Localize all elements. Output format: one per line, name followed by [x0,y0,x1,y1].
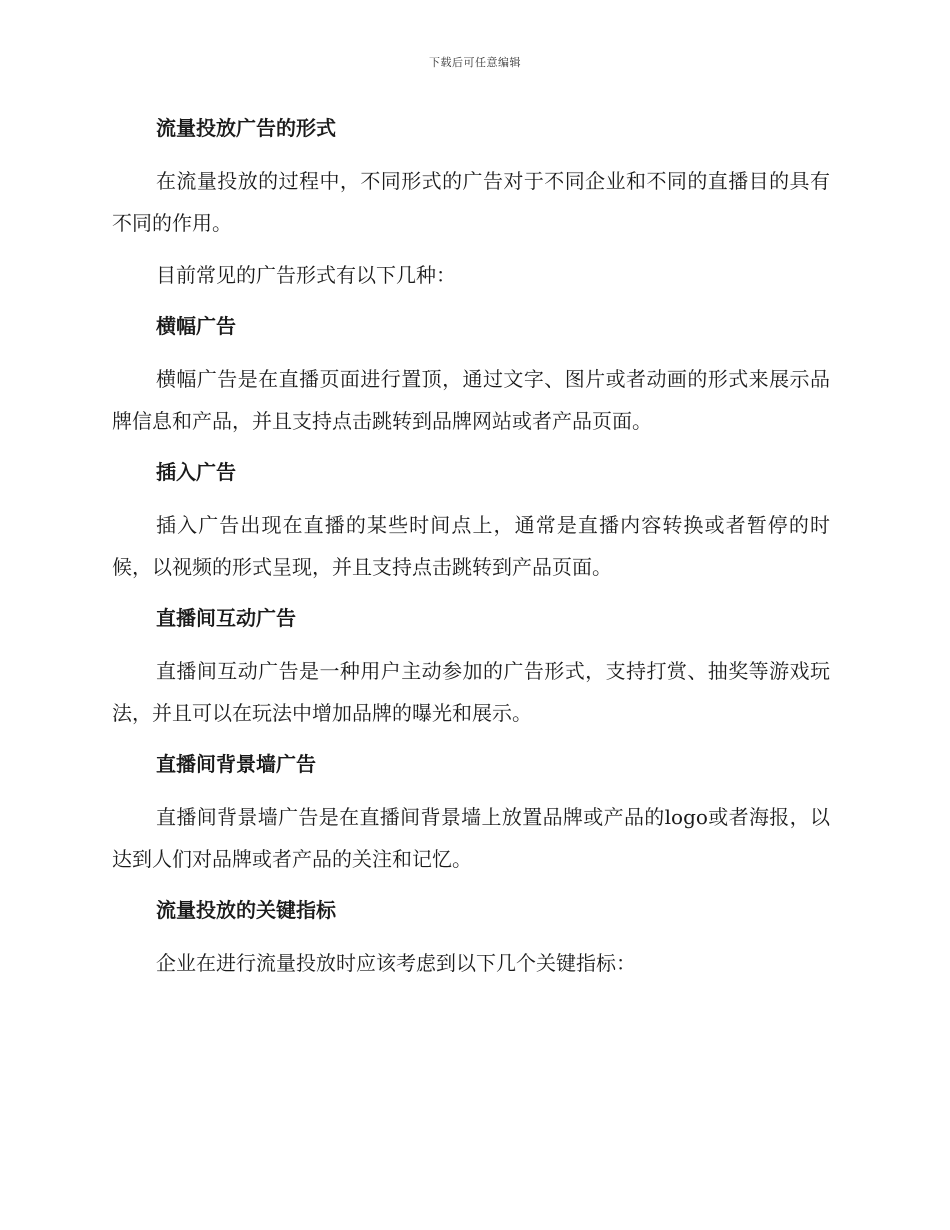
paragraph: 直播间互动广告是一种用户主动参加的广告形式，支持打赏、抽奖等游戏玩法，并且可以在玩法中增加品牌的曝光和展示。 [112,659,830,725]
section-heading: 插入广告 [156,460,236,484]
section-heading: 横幅广告 [156,314,236,338]
section-heading: 直播间背景墙广告 [156,752,316,776]
paragraph: 插入广告出现在直播的某些时间点上，通常是直播内容转换或者暂停的时候，以视频的形式呈现，并且支持点击跳转到产品页面。 [112,513,830,579]
page-header: 下载后可任意编辑 [429,56,521,69]
paragraph: 直播间背景墙广告是在直播间背景墙上放置品牌或产品的logo或者海报，以达到人们对品牌或者产品的关注和记忆。 [112,805,830,871]
section-heading: 直播间互动广告 [156,606,296,630]
paragraph: 企业在进行流量投放时应该考虑到以下几个关键指标： [156,951,636,975]
section-heading: 流量投放的关键指标 [156,898,336,922]
paragraph: 横幅广告是在直播页面进行置顶，通过文字、图片或者动画的形式来展示品牌信息和产品，并且支持点击跳转到品牌网站或者产品页面。 [112,367,830,433]
paragraph: 目前常见的广告形式有以下几种： [156,263,456,287]
paragraph: 在流量投放的过程中，不同形式的广告对于不同企业和不同的直播目的具有不同的作用。 [112,169,830,235]
document-body [112,108,830,994]
section-heading: 流量投放广告的形式 [156,116,336,140]
